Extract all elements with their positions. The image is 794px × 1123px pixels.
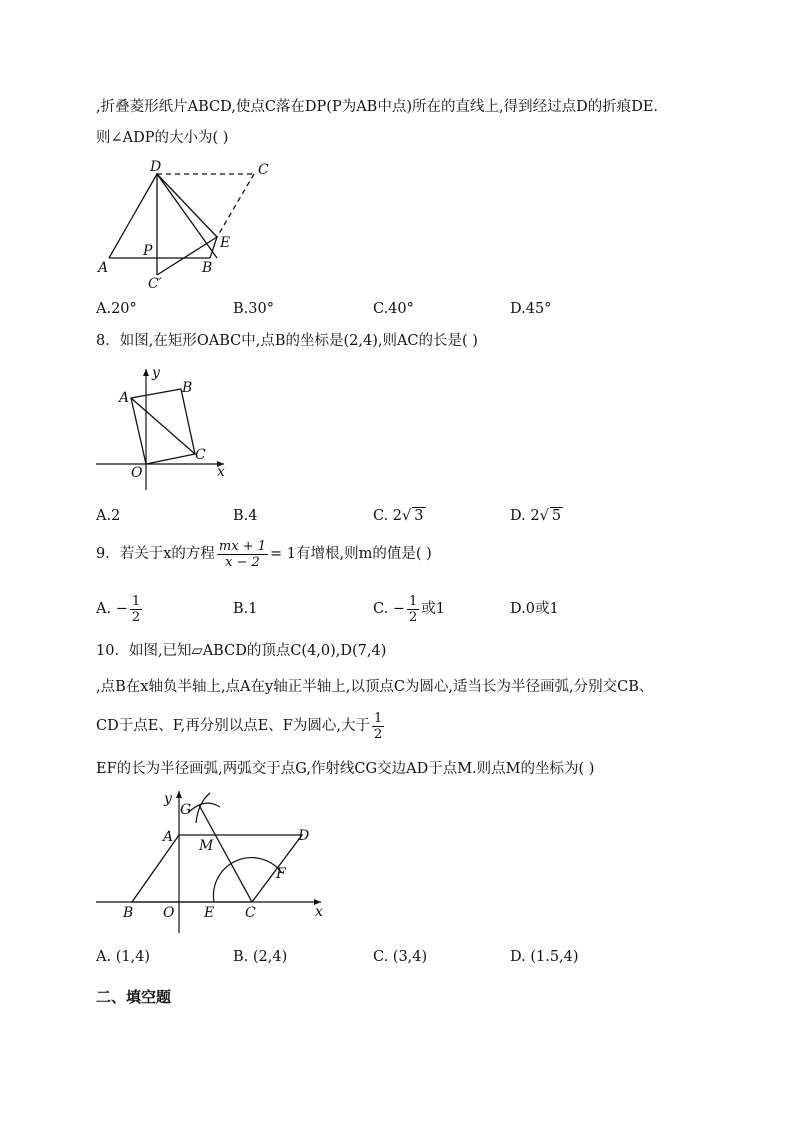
q8-option-b: B.4 [233,508,258,524]
q9-equation-fraction [217,539,268,570]
q10-label-y: y [164,791,172,807]
q9-text-pre: 9．若关于x的方程 [96,546,215,562]
q7-label-A: A [98,260,109,276]
q8-rectangle-figure [96,365,236,495]
q10-label-O: O [163,905,175,921]
q10-label-C: C [245,905,256,921]
q7-label-P: P [143,243,153,259]
q8-label-y: y [152,365,160,381]
q7-option-c: C.40° [373,301,414,317]
q9-option-a-den: 2 [131,609,141,625]
q7-option-b: B.30° [233,301,274,317]
q9-fraction-numerator: mx + 1 [218,538,266,554]
q9-option-a [96,592,144,626]
q10-text-line2: ,点B在x轴负半轴上,点A在y轴正半轴上,以顶点C为圆心,适当长为半径画弧,分别交CB、 [96,679,654,695]
q7-text-line1: ,折叠菱形纸片ABCD,使点C落在DP(P为AB中点)所在的直线上,得到经过点D的折痕DE. [96,99,659,115]
q7-label-Cprime: C′ [148,276,162,292]
q7-label-E: E [220,235,231,251]
q8-label-O: O [131,465,143,481]
q8-option-d [510,506,563,526]
q10-label-B: B [123,905,134,921]
q10-text-line1: 10．如图,已知▱ABCD的顶点C(4,0),D(7,4) [96,643,387,659]
q10-text-line4: EF的长为半径画弧,两弧交于点G,作射线CG交边AD于点M.则点M的坐标为( ) [96,761,595,777]
q9-option-c-suffix: 或1 [421,601,445,617]
q8-label-B: B [182,380,193,396]
q9-text-post: = 1有增根,则m的值是( ) [270,546,432,562]
q10-label-A: A [163,829,174,845]
q9-option-b: B.1 [233,601,258,617]
q8-option-d-radicand: 5 [551,508,562,524]
q10-fraction-half [372,711,384,742]
q10-fraction-num: 1 [373,710,383,726]
q10-parallelogram-figure [96,785,336,940]
q8-option-c [373,506,426,526]
q10-text-line3-pre: CD于点E、F,再分别以点E、F为圆心,大于 [96,718,370,734]
q10-label-E: E [204,905,215,921]
q8-option-a: A.2 [96,508,121,524]
q8-option-d-prefix: D. 2 [510,508,540,524]
q10-option-a: A. (1,4) [96,949,151,965]
section-heading: 二、填空题 [96,988,172,1006]
q10-label-D: D [298,828,310,844]
q7-label-D: D [150,159,162,175]
q9-option-c-den: 2 [408,609,418,625]
q7-option-d: D.45° [510,301,552,317]
q10-label-x: x [315,904,323,920]
sqrt-symbol: √ [402,508,412,524]
q7-label-B: B [202,260,213,276]
q9-option-a-num: 1 [131,593,141,609]
q9-option-d: D.0或1 [510,601,559,617]
q10-label-M: M [199,838,214,854]
q8-label-C: C [195,447,206,463]
q9-option-c-num: 1 [408,593,418,609]
q8-text: 8．如图,在矩形OABC中,点B的坐标是(2,4),则AC的长是( ) [96,333,478,349]
q8-label-x: x [217,464,225,480]
q8-label-A: A [119,390,130,406]
q10-label-F: F [276,866,286,882]
q9-option-c-fraction [407,594,419,625]
q7-rhombus-figure [96,155,286,295]
q7-label-C: C [258,162,269,178]
q10-text-line3 [96,708,386,744]
q7-text-line2: 则∠ADP的大小为( ) [96,130,229,146]
q9-option-c [373,592,445,626]
q10-label-G: G [180,802,192,818]
q10-option-d: D. (1.5,4) [510,949,579,965]
q8-option-c-prefix: C. 2 [373,508,403,524]
q10-option-c: C. (3,4) [373,949,428,965]
q9-text [96,537,432,571]
sqrt-symbol: √ [539,508,549,524]
q10-fraction-den: 2 [373,726,383,742]
q9-option-c-prefix: C. − [373,601,405,617]
q9-fraction-denominator: x − 2 [225,554,260,570]
q7-option-a: A.20° [96,301,137,317]
q9-option-a-prefix: A. − [96,601,128,617]
q10-option-b: B. (2,4) [233,949,288,965]
q8-option-c-radicand: 3 [414,508,424,524]
q9-option-a-fraction [130,594,142,625]
